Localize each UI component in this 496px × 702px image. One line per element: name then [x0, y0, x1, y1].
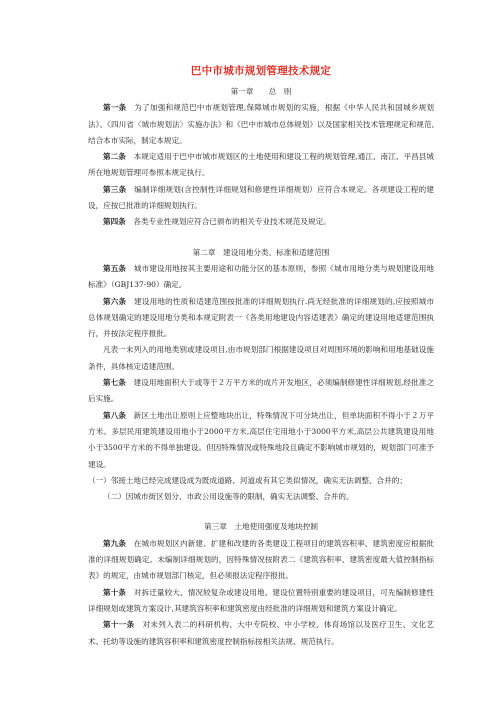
article-number: 第四条	[103, 217, 126, 227]
article-1	[88, 100, 434, 149]
article-6-note	[88, 342, 434, 375]
article-9	[88, 536, 434, 585]
article-number: 第一条	[103, 103, 127, 113]
article-11	[88, 617, 434, 650]
article-text: 建设用地的性质和适建范围按批准的详细规划执行.尚无经批准的详细规划的,应按照城市总体规划确定的建设用地分类和本规定附表一《各类用地建设内容适建表》确定的建设用地适建范围执行，并按法定程序报批。	[88, 296, 435, 339]
article-text: 城市建设用地按其主要用途和功能分区的基本原则，参照《城市用地分类与规划建设用地标准》（GBJ137-90）确定。	[88, 263, 435, 290]
chapter-2	[88, 245, 434, 506]
article-text: 各类专业性规划应符合已颁布的相关专业技术规范及规定。	[125, 217, 331, 227]
list-item: （一）邻接土地已经完成建设成为既成道路、河道或有其它类似情况，确实无法调整、合并的；	[88, 475, 407, 485]
article-text: 对未列入表二的科研机构、大中专院校、中小学校、体育场馆以及医疗卫生、文化艺术、托幼等设施的建筑容积率和建筑密度控制指标按相关法规、规范执行。	[88, 620, 435, 646]
article-number: 第二条	[103, 152, 126, 162]
article-number: 第十一条	[103, 620, 135, 630]
article-text: 建设用地面积大于或等于２万平方米的成片开发地区，必须编制修建性详细规划,经批准之后实施。	[88, 378, 435, 404]
list-item: （二）因城市街区划分、市政公用设施等的限制，确实无法调整、合并的。	[103, 492, 354, 502]
article-6	[88, 294, 434, 343]
chapter-heading: 第一章 总 则	[230, 87, 292, 96]
article-number: 第九条	[103, 538, 127, 548]
article-text: 本规定适用于巴中市城市规划区的土地使用和建设工程的规划管理,通江、南江、平昌县城所在地规划管理可参照本规定执行。	[88, 152, 435, 178]
article-number: 第七条	[103, 378, 126, 388]
article-number: 第十条	[103, 587, 127, 597]
article-8	[88, 408, 434, 473]
article-text: 对拆迁量较大、情况较复杂或建设用地、建设位置特别重要的建设项目，可先编制修建性详细规划或建筑方案设计,其建筑容积率和建筑密度由经批准的详细规划和建筑方案设计确定。	[88, 587, 435, 613]
article-text: 为了加强和规范巴中市规划管理,保障城市规划的实施，根据《中华人民共和国城乡规划法》、《四川省〈城市规划法〉实施办法》和《巴中市城市总体规划》以及国家相关技术管理规定和规范,结合本市实际，制定本规定。	[88, 103, 435, 145]
chapter-heading: 第二章 建设用地分类、标准和适建范围	[192, 247, 330, 257]
chapter-heading: 第三章 土地使用强度及地块控制	[204, 522, 318, 532]
article-number: 第五条	[103, 263, 127, 273]
chapter-1	[88, 84, 434, 231]
article-text: 在城市规划区内新建、扩建和改建的各类建设工程项目的建筑容积率、建筑密度应根据批准的详细规划确定。未编制详细规划的，因特殊情况按附表二《建筑容积率、建筑密度最大值控制指标表》的规定，由城市规划部门核定，但必须报法定程序报批。	[88, 538, 435, 581]
document-title: 巴中市城市规划管理技术规定	[190, 65, 332, 77]
article-5	[88, 261, 434, 294]
article-2	[88, 149, 434, 182]
article-text: 编制详细规划(含控制性详细规划和修建性详细规划）应符合本规定。各项建设工程的建设，应按已批准的详细规划执行。	[88, 184, 434, 211]
article-7	[88, 375, 434, 408]
chapter-3	[88, 519, 434, 649]
article-text: 新区土地出让原则上应整地块出让，特殊情况下可分块出让，但单块面积不得小于２万平方米。多层民用建筑建设用地小于2000平方米,高层住宅用地小于3000平方米,高层公共建筑建设用地小于3500平方米的不得单独建设。但因特殊情况或特殊地段且确定不影响城市规划的，规划部门可准予建设。	[88, 410, 435, 469]
article-3	[88, 182, 434, 215]
article-number: 第六条	[103, 296, 127, 306]
article-4	[88, 214, 434, 230]
article-number: 第八条	[103, 410, 127, 420]
article-number: 第三条	[103, 184, 127, 194]
article-text: 凡表一未列入的用地类别或建设项目,由市规划部门根据建设项目对周围环境的影响和用地基础设施条件，具体核定适建范围。	[88, 345, 434, 371]
article-10	[88, 585, 434, 618]
